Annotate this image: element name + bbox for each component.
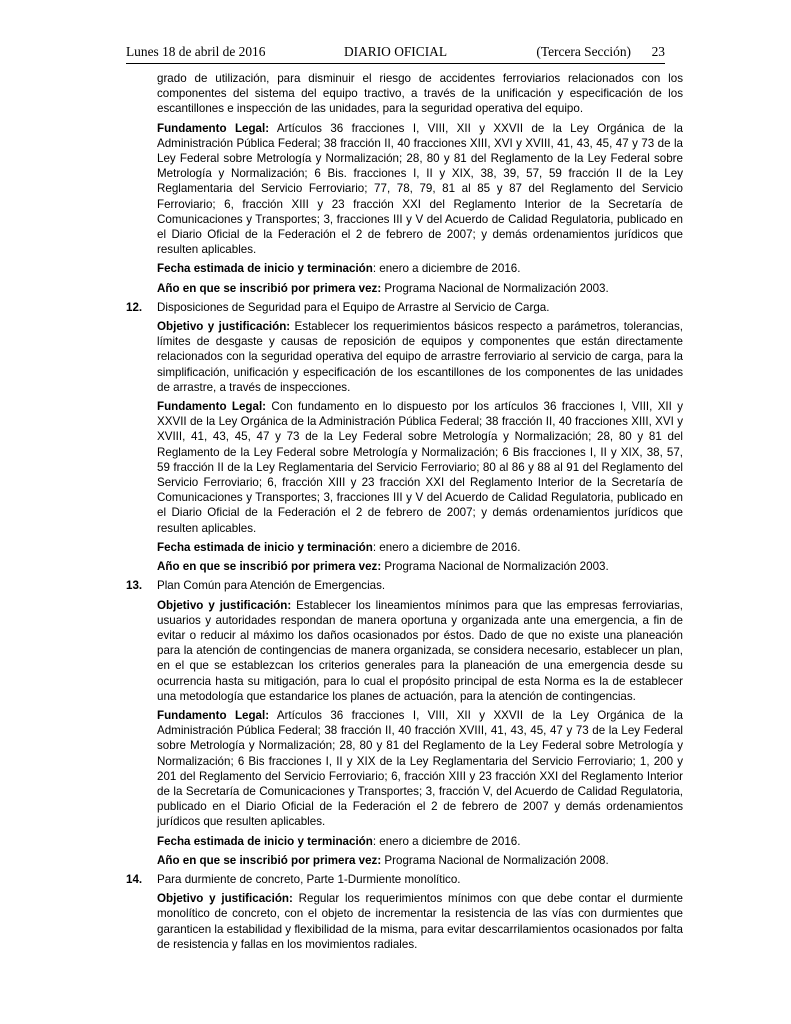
objetivo-label: Objetivo y justificación: xyxy=(157,598,292,612)
item-fundamento xyxy=(157,708,683,830)
item-objetivo xyxy=(157,319,683,395)
fundamento-label: Fundamento Legal: xyxy=(157,708,270,722)
ano-label: Año en que se inscribió por primera vez: xyxy=(157,853,382,867)
ano-text: Programa Nacional de Normalización 2008. xyxy=(381,853,609,867)
fundamento-text: Artículos 36 fracciones I, VIII, XII y XXVII de la Ley Orgánica de la Administración Pública Federal; 38 fracción II, 40 fracciones XIII, XVI y XVIII, 41, 43, 45, 47 y 73 de la Ley Federal sobre Metrología y Normalización; 28, 80 y 81 del Reglamento de la Ley Federal sobre Metrología y Normalización; 6 Bis. fracciones I, II y XIX, 38, 39, 57, 59 fracción II de la Ley Reglamentaria del Servicio Ferroviario; 77, 78, 79, 81 al 85 y 87 del Reglamento del Servicio Ferroviario; 6, fracción XIII y 23 fracción XXI del Reglamento Interior de la Secretaría de Comunicaciones y Transportes; 3, fracciones III y V del Acuerdo de Calidad Regulatoria, publicado en el Diario Oficial de la Federación el 2 de febrero de 2007; y demás ordenamientos jurídicos que resulten aplicables. xyxy=(157,121,683,257)
item-number: 14. xyxy=(126,872,143,886)
header-rule xyxy=(126,63,665,64)
item-number: 13. xyxy=(126,579,143,593)
intro-paragraph: grado de utilización, para disminuir el riesgo de accidentes ferroviarios relacionados con los componentes del sistema del equipo tractivo, a través de la unificación y especificación de los escantillones e inspección de las unidades, para la seguridad operativa del equipo. xyxy=(157,72,683,116)
item-title: Para durmiente de concreto, Parte 1-Durmiente monolítico. xyxy=(157,872,461,886)
list-item-14 xyxy=(126,872,683,887)
item-fecha xyxy=(157,834,683,849)
fundamento-text: Con fundamento en lo dispuesto por los artículos 36 fracciones I, VIII, XII y XXVII de la Ley Orgánica de la Administración Pública Federal; 38 fracción II, 40 fracciones XIII, XVI y XVIII, 41, 43, 45, 47 y 73 de la Ley Federal sobre Metrología y Normalización; 28, 80 y 81 del Reglamento de la Ley Federal sobre Metrología y Normalización; 6 Bis fracciones I, II y XIX, 38, 57, 59 fracción II de la Ley Reglamentaria del Servicio Ferroviario; 80 al 86 y 88 al 91 del Reglamento del Servicio Ferroviario; 6, fracción XIII y 23 fracción XXI del Reglamento Interior de la Secretaría de Comunicaciones y Transportes; 3, fracciones III y V del Acuerdo de Calidad Regulatoria, publicado en el Diario Oficial de la Federación el 2 de febrero de 2007; y demás ordenamientos jurídicos que resulten aplicables. xyxy=(157,400,684,535)
item-number: 12. xyxy=(126,300,143,314)
fecha-label: Fecha estimada de inicio y terminación xyxy=(157,540,373,554)
ano-label: Año en que se inscribió por primera vez: xyxy=(157,560,382,574)
fecha-label: Fecha estimada de inicio y terminación xyxy=(157,834,373,848)
fundamento-label: Fundamento Legal: xyxy=(157,121,270,135)
objetivo-label: Objetivo y justificación: xyxy=(157,892,293,906)
ano-text: Programa Nacional de Normalización 2003. xyxy=(381,281,609,295)
ano-text: Programa Nacional de Normalización 2003. xyxy=(381,560,609,574)
list-item-12 xyxy=(126,300,683,315)
header-page-number: 23 xyxy=(651,44,665,59)
fundamento-label: Fundamento Legal: xyxy=(157,400,267,414)
fundamento-text: Artículos 36 fracciones I, VIII, XII y XXVII de la Ley Orgánica de la Administración Pública Federal; 38 fracción II, 40 fracción XVIII, 41, 43, 45, 47 y 73 de la Ley Federal sobre Metrología y Normalización; 28, 80 y 81 del Reglamento de la Ley Federal sobre Metrología y Normalización; 6 Bis fracciones I, II y XIX de la Ley Reglamentaria del Servicio Ferroviario; 1, 200 y 201 del Reglamento del Servicio Ferroviario; 6, fracción XIII y 23 fracción XXI del Reglamento Interior de la Secretaría de Comunicaciones y Transportes; 3, fracción V, del Acuerdo de Calidad Regulatoria, publicado en el Diario Oficial de la Federación el 2 de febrero de 2007 y demás ordenamientos jurídicos que resulten aplicables. xyxy=(157,708,683,829)
item-fundamento xyxy=(157,399,683,536)
ano-label: Año en que se inscribió por primera vez: xyxy=(157,281,382,295)
objetivo-text: Regular los requerimientos mínimos con que debe contar el durmiente monolítico de concreto, con el objeto de incrementar la resistencia de las vías con durmientes que garanticen la estabilidad y flexibilidad de la misma, para evitar descarrilamientos ocasionados por falta de resistencia y fallas en los movimientos radiales. xyxy=(157,892,683,951)
item-ano xyxy=(157,853,683,868)
header-section-text: (Tercera Sección) xyxy=(536,44,631,59)
item-title: Plan Común para Atención de Emergencias. xyxy=(157,579,386,593)
item-objetivo xyxy=(157,891,683,952)
item-objetivo xyxy=(157,598,683,704)
document-body xyxy=(126,71,683,956)
header-section xyxy=(536,44,643,60)
fecha-label: Fecha estimada de inicio y terminación xyxy=(157,262,373,276)
objetivo-text: Establecer los lineamientos mínimos para que las empresas ferroviarias, usuarios y autoridades respondan de manera oportuna y organizada ante una emergencia, a fin de evitar o reducir al máximo los daños ocasionados por éstos. Dado de que no existe una planeación para la atención de contingencias de manera organizada, se considera necesario, establecer un plan, en el que se establezcan los criterios generales para la planeación de una emergencia desde su ocurrencia hasta su mitigación, para lo cual el propósito principal de esta Norma es la de establecer una metodología que estandarice los planes de actuación, para la atención de contingencias. xyxy=(157,598,683,703)
page-header xyxy=(126,44,665,60)
fecha-text: : enero a diciembre de 2016. xyxy=(372,834,521,848)
objetivo-text: Establecer los requerimientos básicos respecto a parámetros, tolerancias, límites de desgaste y causas de reposición de equipos y componentes que están directamente relacionados con la seguridad operativa del equipo de arrastre ferroviario al servicio de carga, para la simplificación, unificación y especificación de los escantillones de los componentes de las unidades de arrastre, a través de inspecciones. xyxy=(157,320,683,394)
item-ano xyxy=(157,559,683,574)
fecha-text: : enero a diciembre de 2016. xyxy=(372,540,521,554)
intro-ano xyxy=(157,281,683,296)
list-item-13 xyxy=(126,578,683,593)
item-title: Disposiciones de Seguridad para el Equipo de Arrastre al Servicio de Carga. xyxy=(157,300,550,314)
header-title: DIARIO OFICIAL xyxy=(343,44,448,59)
header-date: Lunes 18 de abril de 2016 xyxy=(126,44,266,59)
objetivo-label: Objetivo y justificación: xyxy=(157,320,291,334)
intro-fecha xyxy=(157,261,683,276)
fecha-text: : enero a diciembre de 2016. xyxy=(372,262,521,276)
item-fecha xyxy=(157,540,683,555)
intro-fundamento xyxy=(157,121,683,258)
